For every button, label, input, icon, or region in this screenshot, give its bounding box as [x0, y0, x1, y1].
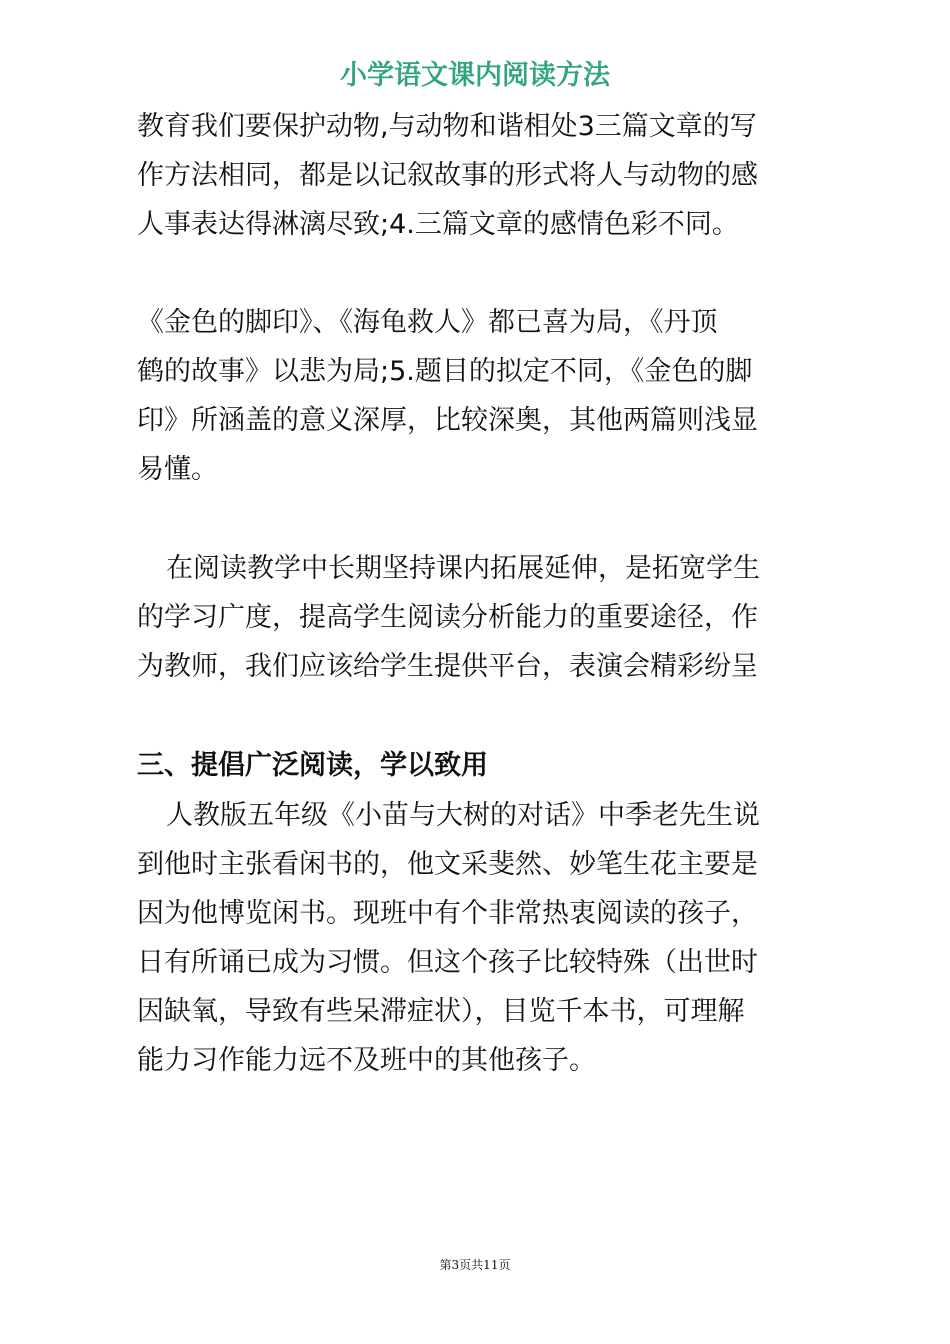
paragraph-line: 作方法相同，都是以记叙故事的形式将人与动物的感 [137, 160, 758, 191]
paragraph-line: 人教版五年级《小苗与大树的对话》中季老先生说 [166, 800, 760, 831]
paragraph-line: 教育我们要保护动物,与动物和谐相处3三篇文章的写 [137, 111, 757, 142]
paragraph-line: 因缺氧，导致有些呆滞症状），目览千本书，可理解 [137, 996, 745, 1027]
page-title: 小学语文课内阅读方法 [340, 60, 610, 91]
paragraph-line: 因为他博览闲书。现班中有个非常热衷阅读的孩子， [137, 898, 758, 929]
paragraph-line: 为教师，我们应该给学生提供平台，表演会精彩纷呈 [137, 651, 758, 682]
paragraph-line: 《金色的脚印》、《海龟救人》都已喜为局，《丹顶 [137, 307, 718, 338]
paragraph-line: 人事表达得淋漓尽致;4.三篇文章的感情色彩不同。 [137, 209, 739, 240]
paragraph-line: 的学习广度，提高学生阅读分析能力的重要途径，作 [137, 602, 758, 633]
paragraph-line: 鹤的故事》以悲为局;5.题目的拟定不同，《金色的脚 [137, 356, 753, 387]
paragraph-line: 在阅读教学中长期坚持课内拓展延伸，是拓宽学生 [166, 553, 760, 584]
paragraph-line: 日有所诵已成为习惯。但这个孩子比较特殊（出世时 [137, 947, 758, 978]
section-heading: 三、提倡广泛阅读，学以致用 [137, 750, 488, 781]
paragraph-line: 到他时主张看闲书的，他文采斐然、妙笔生花主要是 [137, 849, 758, 880]
paragraph-line: 能力习作能力远不及班中的其他孩子。 [137, 1045, 596, 1076]
paragraph-line: 印》所涵盖的意义深厚，比较深奥，其他两篇则浅显 [137, 405, 758, 436]
page-footer: 第3页共11页 [439, 1258, 511, 1272]
paragraph-line: 易懂。 [137, 454, 218, 485]
